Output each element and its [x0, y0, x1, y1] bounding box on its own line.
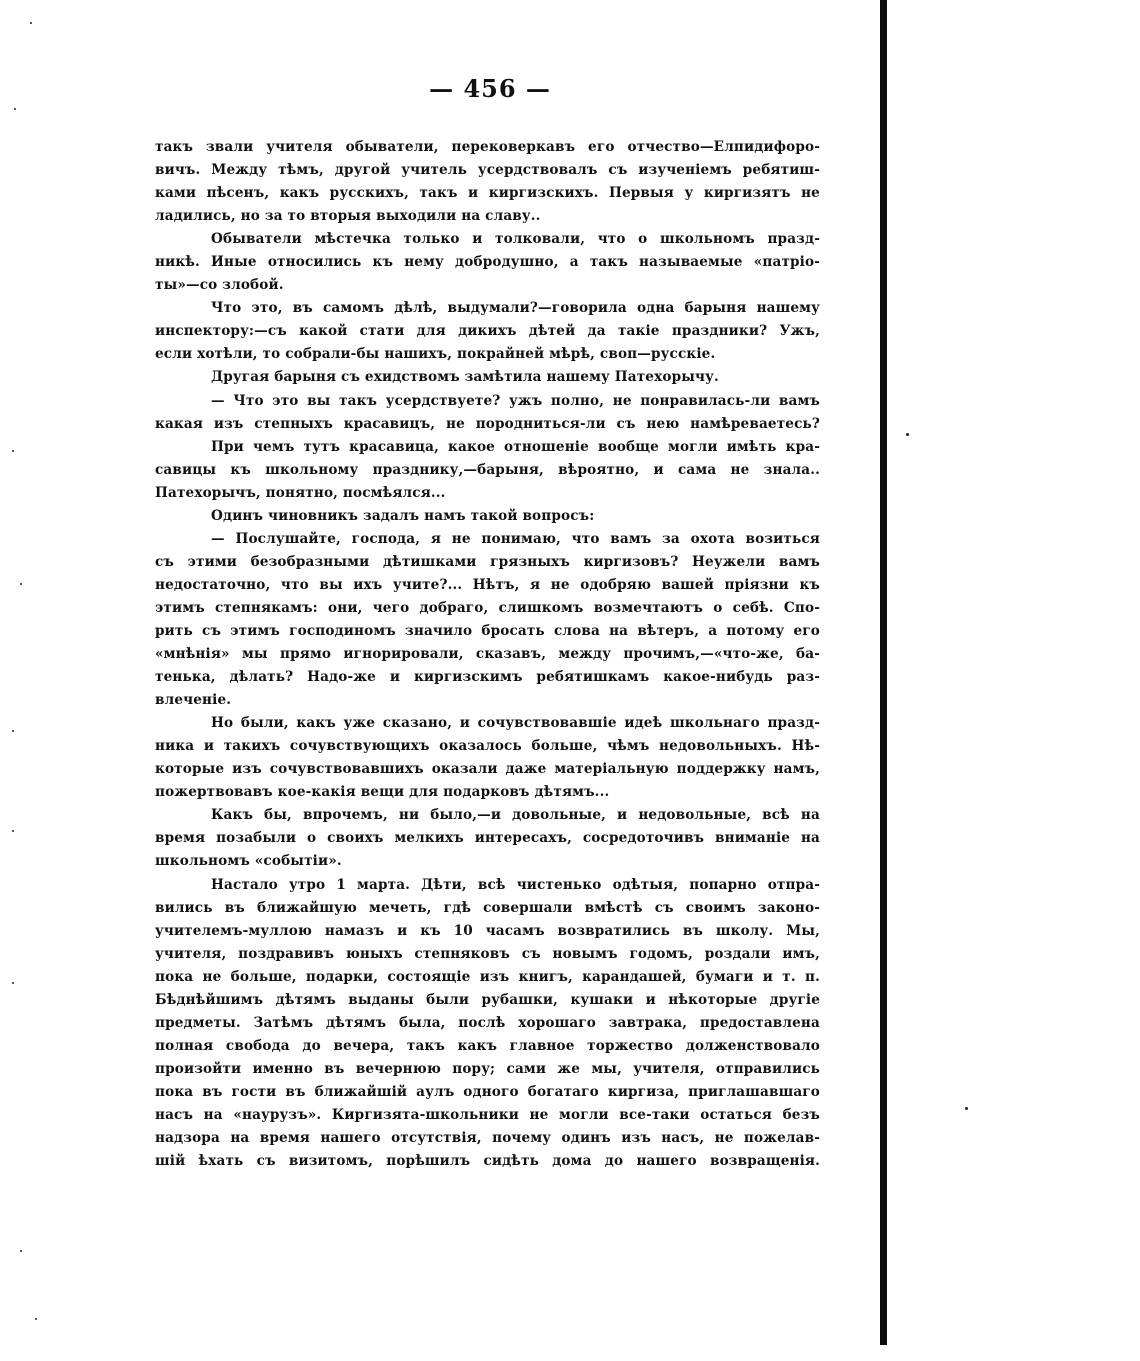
text-line: предметы. Затѣмъ дѣтямъ была, послѣ хорошаго завтрака, предоставлена [155, 1014, 820, 1031]
text-line: пока не больше, подарки, состоящіе изъ книгъ, карандашей, бумаги и т. п. [155, 968, 820, 985]
text-line: — Послушайте, господа, я не понимаю, что вамъ за охота возиться [211, 530, 820, 547]
text-line: Но были, какъ уже сказано, и сочувствовавшіе идеѣ школьнаго празд- [211, 715, 820, 732]
scan-speck [12, 730, 14, 732]
text-line: Настало утро 1 марта. Дѣти, всѣ чистенько одѣтыя, попарно отпра- [211, 876, 820, 893]
scan-speck [906, 433, 909, 436]
text-line: которые изъ сочувствовавшихъ оказали даже матеріальную поддержку намъ, [155, 761, 820, 778]
text-line: При чемъ тутъ красавица, какое отношеніе вообще могли имѣть кра- [211, 438, 820, 455]
text-line: время позабыли о своихъ мелкихъ интересахъ, сосредоточивъ вниманіе на [155, 830, 820, 847]
text-line: Обыватели мѣстечка только и толковали, что о школьномъ празд- [211, 231, 820, 248]
scan-speck [12, 450, 14, 452]
text-line: вились въ ближайшую мечеть, гдѣ совершали вмѣстѣ съ своимъ законо- [155, 899, 820, 916]
page-edge-rule [880, 0, 887, 1345]
text-line: влеченіе. [155, 692, 232, 709]
text-line: недостаточно, что вы ихъ учите?... Нѣтъ, я не одобряю вашей пріязни къ [155, 576, 820, 593]
text-line: инспектору:—съ какой стати для дикихъ дѣтей да такіе праздники? Ужъ, [155, 323, 820, 340]
text-line: Другая барыня съ ехидствомъ замѣтила нашему Патехорычу. [211, 369, 719, 386]
text-line: Одинъ чиновникъ задалъ намъ такой вопросъ: [211, 507, 595, 524]
text-line: — Что это вы такъ усердствуете? ужъ полно, не понравилась-ли вамъ [211, 392, 820, 409]
scan-speck [20, 1250, 22, 1252]
scan-speck [30, 22, 32, 24]
text-line: вичъ. Между тѣмъ, другой учитель усердствовалъ съ изученіемъ ребятиш- [155, 162, 820, 179]
page-number: — 456 — [429, 74, 551, 103]
scan-speck [12, 982, 14, 984]
text-line: никѣ. Иные относились къ нему добродушно, а такъ называемые «патріо- [155, 254, 820, 271]
text-line: насъ на «наурузъ». Киргизята-школьники не могли все-таки остаться безъ [155, 1106, 820, 1123]
text-line: надзора на время нашего отсутствія, почему одинъ изъ насъ, не пожелав- [155, 1130, 820, 1147]
text-line: учителя, поздравивъ юныхъ степняковъ съ новымъ годомъ, роздали имъ, [155, 945, 820, 962]
scan-speck [35, 1318, 37, 1320]
text-line: какая изъ степныхъ красавицъ, не породниться-ли съ нею намѣреваетесь? [155, 415, 820, 432]
text-line: школьномъ «событіи». [155, 853, 342, 870]
text-line: этимъ степнякамъ: они, чего добраго, слишкомъ возмечтаютъ о себѣ. Спо- [155, 599, 820, 616]
text-line: ника и такихъ сочувствующихъ оказалось больше, чѣмъ недовольныхъ. Нѣ- [155, 738, 820, 755]
text-line: ладились, но за то вторыя выходили на славу.. [155, 208, 541, 225]
text-line: «мнѣнія» мы прямо игнорировали, сказавъ, между прочимъ,—«что-же, ба- [155, 646, 820, 663]
text-line: съ этими безобразными дѣтишками грязныхъ киргизовъ? Неужели вамъ [155, 553, 820, 570]
scan-speck [965, 1107, 968, 1110]
text-line: произойти именно въ вечернюю пору; сами же мы, учителя, отправились [155, 1060, 820, 1077]
text-line: учителемъ-муллою намазъ и къ 10 часамъ возвратились въ школу. Мы, [155, 922, 820, 939]
text-line: савицы къ школьному празднику,—барыня, вѣроятно, и сама не знала.. [155, 461, 820, 478]
text-line: ками пѣсенъ, какъ русскихъ, такъ и киргизскихъ. Первыя у киргизятъ не [155, 185, 820, 202]
text-line: пожертвовавъ кое-какія вещи для подарковъ дѣтямъ... [155, 784, 610, 801]
text-line: полная свобода до вечера, такъ какъ главное торжество долженствовало [155, 1037, 820, 1054]
text-line: Бѣднѣйшимъ дѣтямъ выданы были рубашки, кушаки и нѣкоторые другіе [155, 991, 820, 1008]
text-line: Какъ бы, впрочемъ, ни было,—и довольные, и недовольные, всѣ на [211, 807, 820, 824]
scan-speck [14, 108, 16, 110]
scan-speck [20, 583, 22, 585]
text-line: рить съ этимъ господиномъ значило бросать слова на вѣтеръ, а потому его [155, 622, 820, 639]
text-line: тенька, дѣлать? Надо-же и киргизскимъ ребятишкамъ какое-нибудь раз- [155, 669, 820, 686]
text-line: если хотѣли, то собрали-бы нашихъ, покрайней мѣрѣ, своп—русскіе. [155, 346, 716, 363]
scan-speck [12, 830, 14, 832]
text-line: такъ звали учителя обыватели, перековеркавъ его отчество—Елпидифоро- [155, 139, 820, 155]
body-text [155, 136, 820, 1173]
text-line: шій ѣхать съ визитомъ, порѣшилъ сидѣть дома до нашего возвращенія. [155, 1153, 820, 1170]
text-line: Патехорычъ, понятно, посмѣялся... [155, 484, 446, 501]
text-line: Что это, въ самомъ дѣлѣ, выдумали?—говорила одна барыня нашему [211, 300, 820, 317]
text-line: ты»—со злобой. [155, 277, 284, 294]
text-line: пока въ гости въ ближайшій аулъ одного богатаго киргиза, приглашавшаго [155, 1083, 820, 1100]
